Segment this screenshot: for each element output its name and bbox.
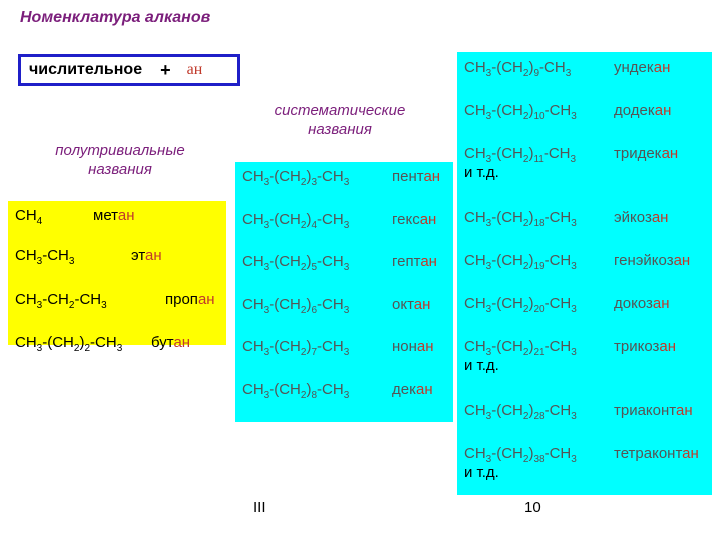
formula-subscript: 3 <box>343 347 350 358</box>
formula-subscript: 2 <box>68 300 75 311</box>
formula-part: -CH <box>544 338 572 355</box>
formula-subscript: 2 <box>522 68 529 79</box>
formula-subscript: 18 <box>533 218 545 229</box>
formula-part: CH <box>242 210 264 228</box>
formula-subscript: 28 <box>533 411 545 422</box>
alkane-formula <box>464 445 577 465</box>
formula-part: -(CH <box>491 145 523 162</box>
formula-part: -(CH <box>491 252 523 269</box>
formula-subscript: 3 <box>485 111 492 122</box>
formula-subscript: 11 <box>533 154 544 165</box>
formula-subscript: 3 <box>263 347 270 358</box>
alkane-formula <box>15 247 75 267</box>
formula-part: -CH <box>90 334 117 351</box>
formula-subscript: 3 <box>263 177 270 188</box>
formula-part: CH <box>242 380 264 398</box>
alkane-formula <box>242 253 350 273</box>
formula-part: CH <box>242 253 264 270</box>
alkane-name <box>614 252 690 269</box>
formula-part: ) <box>528 402 534 419</box>
alkane-formula <box>464 102 577 122</box>
formula-subscript: 3 <box>311 177 318 188</box>
formula-part: -(CH <box>42 334 74 351</box>
formula-part: -CH <box>42 247 69 264</box>
alkane-row <box>15 334 191 354</box>
alkane-formula <box>464 402 577 422</box>
formula-part: CH <box>464 295 486 312</box>
alkane-formula <box>464 252 577 272</box>
alkane-formula <box>242 168 350 188</box>
formula-subscript: 5 <box>311 262 318 273</box>
alkane-row <box>15 207 135 227</box>
formula-part: ) <box>528 209 534 226</box>
formula-part: ) <box>306 253 312 270</box>
formula-subscript: 3 <box>263 262 270 273</box>
formula-subscript: 3 <box>571 454 577 465</box>
systematic-heading-line-2: названия <box>308 121 372 138</box>
alkane-row <box>15 247 162 267</box>
alkane-name <box>614 445 699 462</box>
formula-part: ) <box>528 445 534 462</box>
alkane-name-ending: ан <box>117 207 135 224</box>
formula-part: -CH <box>544 209 572 226</box>
alkane-name-ending: ан <box>653 59 671 76</box>
formula-part: -(CH <box>491 402 523 419</box>
formula-subscript: 2 <box>522 154 529 165</box>
alkane-name <box>392 253 437 270</box>
alkane-name-stem: дек <box>392 380 416 398</box>
formula-part: -(CH <box>269 210 301 228</box>
alkane-name <box>614 59 670 76</box>
alkane-name-ending: ан <box>423 168 441 185</box>
alkane-name-ending: ан <box>416 380 433 398</box>
formula-subscript: 3 <box>116 343 123 354</box>
formula-part: -CH <box>544 402 572 419</box>
formula-subscript: 3 <box>68 256 75 267</box>
alkane-name-ending: ан <box>673 252 691 269</box>
alkane-name-stem: генэйкоз <box>614 252 674 269</box>
formula-subscript: 3 <box>36 256 43 267</box>
formula-part: ) <box>528 252 534 269</box>
alkane-formula <box>464 209 577 229</box>
formula-part: ) <box>528 338 534 355</box>
alkane-name-stem: додек <box>614 102 655 119</box>
formula-part: -(CH <box>269 168 301 185</box>
alkane-name-stem: нон <box>392 338 417 355</box>
formula-part: ) <box>528 59 534 76</box>
formula-subscript: 3 <box>36 300 43 311</box>
formula-part: -(CH <box>269 295 301 313</box>
alkane-formula <box>464 295 577 315</box>
formula-part: CH <box>464 102 486 119</box>
formula-part: ) <box>306 338 312 355</box>
etc-note: и т.д. <box>464 464 499 481</box>
alkane-formula <box>15 291 107 311</box>
systematic-panel-2 <box>457 52 712 495</box>
formula-subscript: 3 <box>263 304 270 316</box>
semi-trivial-heading-line-1: полутривиальные <box>55 142 185 159</box>
formula-subscript: 10 <box>533 111 545 122</box>
alkane-row <box>464 402 693 422</box>
formula-part: -CH <box>539 59 566 76</box>
formula-part: CH <box>464 445 486 462</box>
formula-part: -(CH <box>491 445 523 462</box>
formula-subscript: 3 <box>571 347 577 358</box>
alkane-name-stem: окт <box>392 295 414 313</box>
suffix-an: ан <box>186 61 203 78</box>
alkane-name-stem: проп <box>165 291 198 308</box>
formula-subscript: 2 <box>300 177 307 188</box>
formula-part: -(CH <box>491 338 523 355</box>
alkane-name-stem: мет <box>93 207 118 224</box>
alkane-formula <box>242 210 350 231</box>
formula-part: ) <box>528 102 534 119</box>
alkane-name-ending: ан <box>651 209 669 226</box>
alkane-row <box>242 210 437 231</box>
formula-part: -CH <box>42 291 69 308</box>
formula-subscript: 3 <box>485 68 492 79</box>
alkane-row <box>15 291 215 311</box>
formula-subscript: 3 <box>571 111 577 122</box>
alkane-row <box>464 338 677 358</box>
formula-subscript: 3 <box>343 219 350 231</box>
alkane-row <box>242 253 437 273</box>
etc-note: и т.д. <box>464 164 499 181</box>
alkane-name-stem: бут <box>151 334 174 351</box>
formula-subscript: 3 <box>263 389 270 401</box>
formula-subscript: 2 <box>522 411 529 422</box>
formula-part: CH <box>464 59 486 76</box>
formula-subscript: 3 <box>485 261 492 272</box>
formula-subscript: 3 <box>571 261 577 272</box>
formula-subscript: 4 <box>311 219 318 231</box>
formula-part: CH <box>15 334 37 351</box>
formula-subscript: 2 <box>300 262 307 273</box>
formula-subscript: 2 <box>73 343 80 354</box>
alkane-name-stem: триаконт <box>614 402 676 419</box>
alkane-row <box>464 59 671 79</box>
alkane-name-ending: ан <box>659 338 677 355</box>
alkane-name-stem: гепт <box>392 253 421 270</box>
systematic-panel-1 <box>235 162 453 422</box>
alkane-formula <box>242 295 350 316</box>
formula-subscript: 4 <box>36 216 43 227</box>
formula-subscript: 19 <box>533 261 545 272</box>
alkane-name <box>614 338 676 355</box>
formula-part: ) <box>306 168 312 185</box>
formula-subscript: 2 <box>300 389 307 401</box>
formula-part: -CH <box>544 252 572 269</box>
alkane-name-ending: ан <box>654 102 672 119</box>
alkane-row <box>464 252 691 272</box>
formula-part: CH <box>242 338 264 355</box>
formula-subscript: 3 <box>485 411 492 422</box>
formula-subscript: 2 <box>300 347 307 358</box>
alkane-row <box>242 338 434 358</box>
formula-subscript: 3 <box>343 304 350 316</box>
etc-note: и т.д. <box>464 357 499 374</box>
alkane-name-ending: ан <box>419 210 437 228</box>
formula-part: CH <box>464 252 486 269</box>
alkane-name-ending: ан <box>661 145 679 162</box>
formula-subscript: 2 <box>522 347 529 358</box>
formula-subscript: 3 <box>101 300 107 311</box>
alkane-row <box>464 445 699 465</box>
formula-part: ) <box>306 380 312 398</box>
formula-subscript: 3 <box>36 343 43 354</box>
alkane-name-ending: ан <box>413 295 431 313</box>
page-title: Номенклатура алканов <box>20 9 211 26</box>
alkane-row <box>242 168 441 188</box>
formula-part: -CH <box>74 291 102 308</box>
alkane-formula <box>464 145 577 165</box>
alkane-name-stem: тетраконт <box>614 445 683 462</box>
formula-part: CH <box>464 402 486 419</box>
formula-subscript: 3 <box>571 218 577 229</box>
alkane-name <box>614 209 668 226</box>
systematic-heading-line-1: систематические <box>274 102 406 119</box>
formula-subscript: 3 <box>485 218 492 229</box>
alkane-name <box>151 334 190 351</box>
alkane-name-ending: ан <box>420 253 437 270</box>
formula-subscript: 3 <box>571 411 577 422</box>
alkane-name-ending: ан <box>145 247 162 264</box>
nomenclature-formula-box <box>18 54 240 86</box>
semi-trivial-heading <box>40 141 200 179</box>
plus-sign: + <box>160 59 171 80</box>
formula-subscript: 3 <box>571 304 577 315</box>
formula-subscript: 3 <box>485 454 492 465</box>
formula-part: -CH <box>317 168 344 185</box>
formula-part: ) <box>528 145 534 162</box>
formula-part: -CH <box>544 102 572 119</box>
formula-part: ) <box>306 210 312 228</box>
alkane-row <box>242 380 433 401</box>
alkane-name-stem: докоз <box>614 295 653 312</box>
alkane-name-stem: трикоз <box>614 338 660 355</box>
alkane-name <box>614 102 671 119</box>
alkane-name <box>614 402 693 419</box>
formula-part: CH <box>15 207 37 224</box>
formula-part: CH <box>464 338 486 355</box>
formula-subscript: 3 <box>263 219 270 231</box>
formula-part: -(CH <box>491 209 523 226</box>
alkane-name <box>165 291 215 308</box>
semi-trivial-panel <box>8 201 226 354</box>
formula-subscript: 2 <box>300 304 307 316</box>
alkane-name <box>392 338 434 355</box>
formula-subscript: 3 <box>485 154 492 165</box>
alkane-row <box>464 102 672 122</box>
formula-part: CH <box>242 168 264 185</box>
alkane-name <box>392 381 433 398</box>
formula-part: ) <box>79 334 85 351</box>
alkane-name-ending: ан <box>197 291 215 308</box>
semi-trivial-heading-line-2: названия <box>88 161 152 178</box>
alkane-name <box>131 247 162 264</box>
formula-part: CH <box>464 145 486 162</box>
alkane-row <box>464 209 669 229</box>
alkane-name-stem: эйкоз <box>614 209 652 226</box>
alkane-name <box>614 295 670 312</box>
formula-part: -CH <box>317 253 344 270</box>
formula-subscript: 21 <box>533 347 545 358</box>
alkane-name-stem: ундек <box>614 59 654 76</box>
formula-part: -(CH <box>491 59 523 76</box>
formula-subscript: 2 <box>300 219 307 231</box>
formula-subscript: 6 <box>311 304 318 316</box>
alkane-name-ending: ан <box>676 402 693 419</box>
formula-subscript: 3 <box>343 262 350 273</box>
formula-part: CH <box>242 295 264 313</box>
alkane-name-stem: эт <box>131 247 146 264</box>
alkane-name-ending: ан <box>652 295 670 312</box>
alkane-name <box>392 168 440 185</box>
formula-part: CH <box>15 247 37 264</box>
formula-part: ) <box>306 295 312 313</box>
formula-part: -CH <box>317 295 344 313</box>
footer-page-number: 10 <box>524 499 541 516</box>
formula-part: -CH <box>543 145 571 162</box>
formula-part: -CH <box>544 445 572 462</box>
formula-part: -CH <box>317 210 344 228</box>
formula-part: -(CH <box>269 253 301 270</box>
alkane-row <box>464 145 679 165</box>
formula-part: -(CH <box>491 102 523 119</box>
alkane-name-stem: пент <box>392 168 424 185</box>
alkane-name-stem: тридек <box>614 145 662 162</box>
formula-subscript: 2 <box>522 454 529 465</box>
formula-subscript: 3 <box>570 154 577 165</box>
alkane-name-ending: ан <box>173 334 191 351</box>
formula-subscript: 2 <box>522 218 529 229</box>
formula-part: CH <box>464 209 486 226</box>
formula-subscript: 20 <box>533 304 545 315</box>
alkane-formula <box>242 380 350 401</box>
alkane-formula <box>242 338 350 358</box>
alkane-name <box>93 207 135 224</box>
formula-part: CH <box>15 291 37 308</box>
formula-subscript: 2 <box>522 304 529 315</box>
alkane-formula <box>464 59 572 79</box>
formula-subscript: 9 <box>533 68 540 79</box>
systematic-heading <box>260 101 420 139</box>
formula-part: -CH <box>317 338 344 355</box>
formula-subscript: 3 <box>485 304 492 315</box>
formula-subscript: 38 <box>533 454 545 465</box>
formula-subscript: 3 <box>343 389 350 401</box>
formula-part: -(CH <box>491 295 523 312</box>
alkane-name <box>614 145 678 162</box>
footer-roman-numeral: III <box>253 499 266 516</box>
alkane-name <box>392 296 430 313</box>
formula-subscript: 2 <box>522 111 529 122</box>
formula-subscript: 7 <box>311 347 318 358</box>
alkane-name-stem: гекс <box>392 210 420 228</box>
alkane-name <box>392 211 436 228</box>
formula-part: -CH <box>317 380 344 398</box>
alkane-name-ending: ан <box>416 338 434 355</box>
formula-subscript: 2 <box>522 261 529 272</box>
formula-part: -(CH <box>269 338 301 355</box>
formula-subscript: 3 <box>343 177 350 188</box>
formula-part: -(CH <box>269 380 301 398</box>
formula-subscript: 2 <box>84 343 91 354</box>
formula-subscript: 3 <box>485 347 492 358</box>
formula-subscript: 8 <box>311 389 318 401</box>
alkane-formula <box>15 207 43 227</box>
alkane-row <box>464 295 670 315</box>
alkane-formula <box>15 334 123 354</box>
alkane-row <box>242 295 431 316</box>
formula-part: ) <box>528 295 534 312</box>
formula-subscript: 3 <box>565 68 572 79</box>
numeral-word: числительное <box>29 61 143 78</box>
formula-part: -CH <box>544 295 572 312</box>
alkane-formula <box>464 338 577 358</box>
alkane-name-ending: ан <box>682 445 699 462</box>
